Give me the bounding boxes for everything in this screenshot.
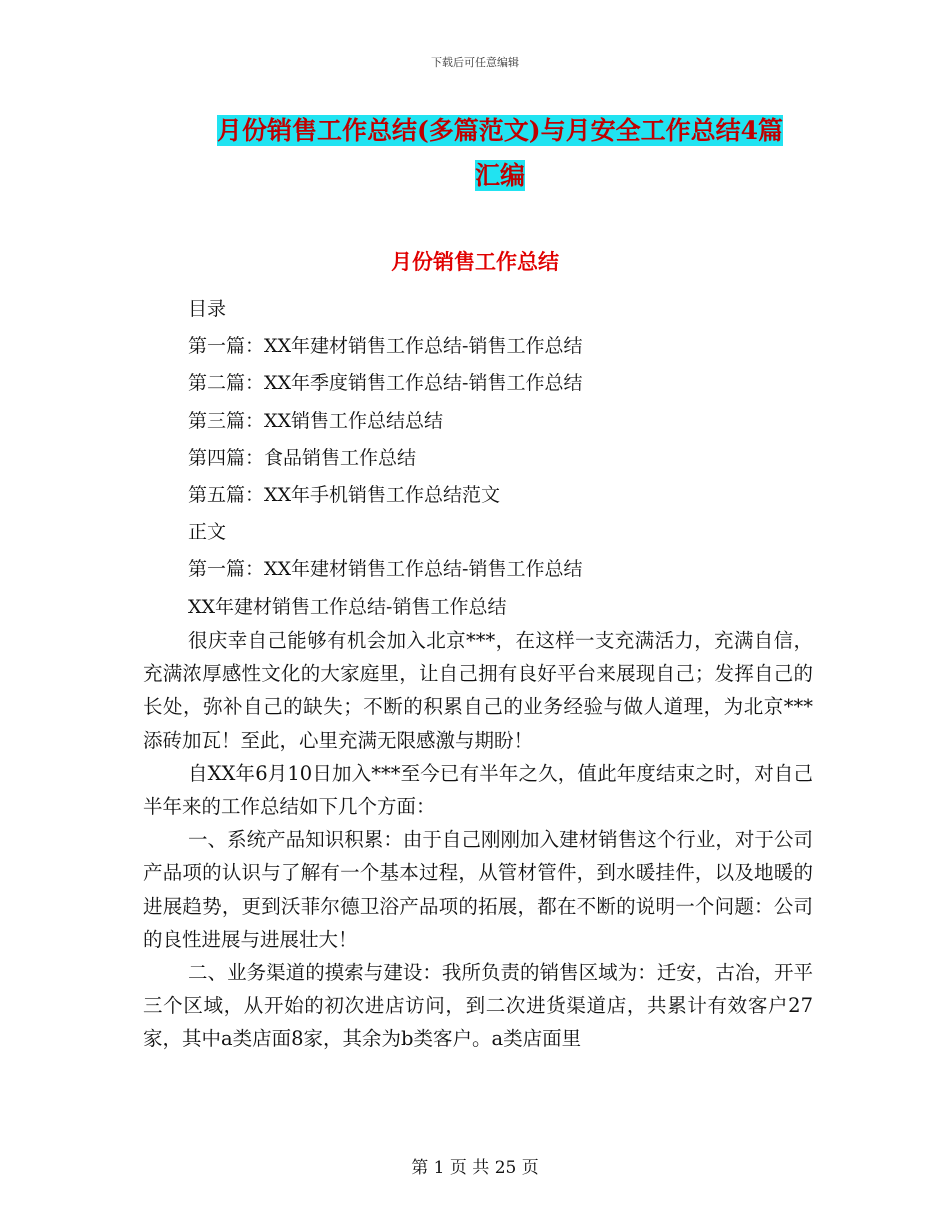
chapter-heading: 第一篇：XX年建材销售工作总结-销售工作总结: [188, 558, 583, 581]
toc-item: 第三篇：XX销售工作总结总结: [188, 409, 444, 432]
toc-item: 第五篇：XX年手机销售工作总结范文: [188, 483, 501, 506]
paragraph: 二、业务渠道的摸索与建设：我所负责的销售区域为：迁安，古冶，开平三个区域，从开始的初次进店访问，到二次进货渠道店，共累计有效客户27家，其中a类店面8家，其余为b类客户。a类店面里: [143, 961, 813, 1051]
document-title: [195, 108, 805, 198]
toc-item: 第四篇：食品销售工作总结: [188, 446, 417, 469]
document-title-line-2: 汇编: [474, 161, 525, 190]
paragraph: 很庆幸自己能够有机会加入北京***，在这样一支充满活力，充满自信，充满浓厚感性文化的大家庭里，让自己拥有良好平台来展现自己；发挥自己的长处，弥补自己的缺失；不断的积累自己的业务经验与做人道理，为北京***添砖加瓦！至此，心里充满无限感激与期盼！: [143, 629, 813, 752]
paragraph: 自XX年6月10日加入***至今已有半年之久，值此年度结束之时，对自己半年来的工作总结如下几个方面：: [143, 761, 813, 819]
toc-item: 第二篇：XX年季度销售工作总结-销售工作总结: [188, 372, 583, 395]
toc-item: 第一篇：XX年建材销售工作总结-销售工作总结: [188, 335, 583, 358]
chapter-subtitle: XX年建材销售工作总结-销售工作总结: [188, 595, 507, 618]
toc-heading: 目录: [188, 298, 227, 320]
section-title: 月份销售工作总结: [391, 249, 559, 274]
body-heading: 正文: [188, 521, 227, 544]
paragraph: 一、系统产品知识积累：由于自己刚刚加入建材销售这个行业，对于公司产品项的认识与了解有一个基本过程，从管材管件，到水暖挂件，以及地暖的进展趋势，更到沃菲尔德卫浴产品项的拓展，都在不断的说明一个问题：公司的良性进展与进展壮大！: [143, 828, 813, 951]
table-of-contents: [188, 291, 828, 626]
header-note: 下载后可任意编辑: [431, 56, 519, 69]
document-title-line-1: 月份销售工作总结(多篇范文)与月安全工作总结4篇: [216, 116, 784, 145]
body-text: [143, 624, 813, 1056]
page-footer: 第 1 页 共 25 页: [411, 1158, 539, 1178]
